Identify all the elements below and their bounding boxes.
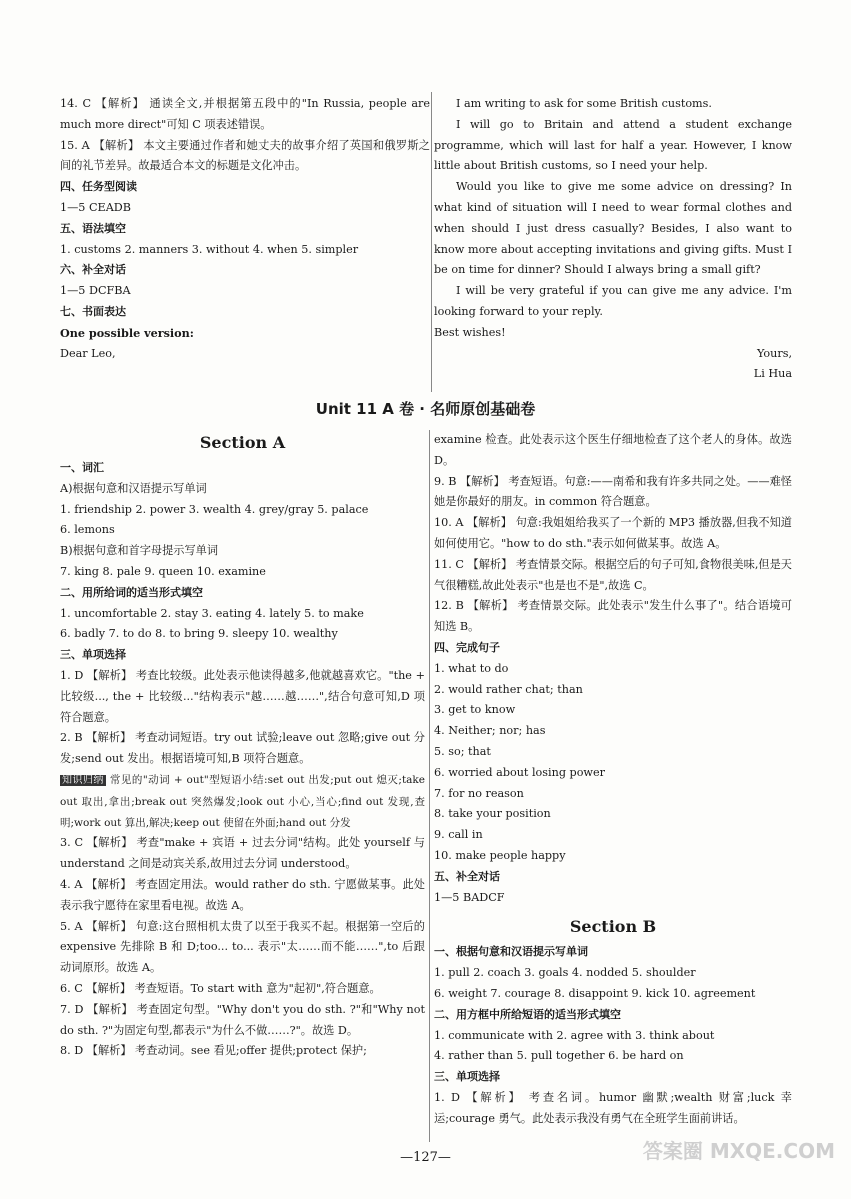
sentence-answer: 3. get to know [434, 703, 516, 717]
heading-grammar-fill: 五、语法填空 [60, 221, 126, 235]
sentence-answer: 2. would rather chat; than [434, 682, 583, 696]
section-b-title: Section B [569, 917, 657, 937]
choice-answer-5: 5. A 【解析】 句意:这台照相机太贵了以至于我买不起。根据第一空后的 expensive 先排除 B 和 D;too... to... 表示"太……而不能……",to 后跟动词原形。故选 A。 [60, 919, 425, 975]
heading-dialogue: 六、补全对话 [60, 263, 126, 277]
heading-word-forms: 二、用所给词的适当形式填空 [60, 585, 203, 599]
heading-writing: 七、书面表达 [60, 304, 126, 318]
b-phrases-answers: 1. communicate with 2. agree with 3. think about [434, 1028, 715, 1042]
choice-answer-11: 11. C 【解析】 考查情景交际。根据空后的句子可知,食物很美味,但是天气很糟糕,故此处表示"也是也不是",故选 C。 [434, 557, 792, 592]
dialogue-a-answers: 1—5 BADCF [434, 890, 505, 904]
tip-badge: 知识归纳 [62, 774, 104, 786]
sentence-answer: 9. call in [434, 828, 483, 842]
sentence-answer: 4. Neither; nor; has [434, 724, 546, 738]
choice-answer-6: 6. C 【解析】 考查短语。To start with 意为"起初",符合题意。 [60, 981, 381, 995]
heading-task-reading: 四、任务型阅读 [60, 180, 137, 194]
page-number: —127— [400, 1150, 451, 1165]
letter-closing: Best wishes! [434, 325, 506, 339]
watermark-logo: 答案圈 MXQE.COM [642, 1139, 835, 1163]
heading-complete-sentences: 四、完成句子 [434, 640, 500, 654]
answer-15: 15. A 【解析】 本文主要通过作者和她丈夫的故事介绍了英国和俄罗斯之间的礼节差异。故最适合本文的标题是文化冲击。 [60, 138, 430, 173]
sentence-answer: 7. for no reason [434, 786, 524, 800]
vocab-a-answers: 1. friendship 2. power 3. wealth 4. grey/gray 5. palace [60, 502, 369, 516]
sentence-answer: 5. so; that [434, 744, 491, 758]
unit-title: Unit 11 A 卷 · 名师原创基础卷 [315, 400, 536, 418]
heading-b-phrases: 二、用方框中所给短语的适当形式填空 [434, 1007, 621, 1021]
b-vocab-answers: 6. weight 7. courage 8. disappoint 9. kick 10. agreement [434, 986, 756, 1000]
letter-signature: Li Hua [753, 367, 792, 381]
right-column [434, 430, 792, 1130]
column-divider-top [431, 92, 432, 392]
possible-version-label: One possible version: [60, 325, 194, 340]
heading-dialogue-a: 五、补全对话 [434, 869, 500, 883]
choice-answer-2: 2. B 【解析】 考查动词短语。try out 试验;leave out 忽略;give out 分发;send out 发出。根据语境可知,B 项符合题意。 [60, 731, 425, 766]
answer-14: 14. C 【解析】 通读全文,并根据第五段中的"In Russia, people are much more direct"可知 C 项表述错误。 [60, 97, 430, 131]
vocab-a-instruction: A)根据句意和汉语提示写单词 [60, 481, 207, 495]
heading-b-choice: 三、单项选择 [434, 1070, 500, 1084]
choice-answer-3: 3. C 【解析】 考查"make + 宾语 + 过去分词"结构。此处 yourself 与 understand 之间是动宾关系,故用过去分词 understood。 [60, 836, 425, 871]
sentence-answer: 1. what to do [434, 661, 509, 675]
sentence-answer: 10. make people happy [434, 848, 566, 862]
task-reading-answers: 1—5 CEADB [60, 200, 131, 214]
grammar-fill-answers: 1. customs 2. manners 3. without 4. when 5. simpler [60, 242, 359, 256]
heading-vocab: 一、词汇 [60, 461, 104, 474]
choice-answer-8-cont: examine 检查。此处表示这个医生仔细地检查了这个老人的身体。故选 D。 [434, 433, 792, 467]
top-left-column [60, 94, 430, 364]
letter-paragraph: Would you like to give me some advice on dressing? In what kind of situation will I need to wear formal clothes and when should I just dress casually? Besides, I also want to know more about accepting invitations and giving gifts. Must I be on time for dinner? Should I always bring a small gift? [434, 180, 792, 277]
column-divider-bottom [429, 430, 430, 1142]
knowledge-tip [60, 770, 425, 833]
b-vocab-answers: 1. pull 2. coach 3. goals 4. nodded 5. shoulder [434, 966, 696, 980]
choice-answer-10: 10. A 【解析】 句意:我姐姐给我买了一个新的 MP3 播放器,但我不知道如何使用它。"how to do sth."表示如何做某事。故选 A。 [434, 516, 792, 550]
b-choice-answer-1: 1. D 【解析】 考查名词。humor 幽默;wealth 财富;luck 幸运;courage 勇气。此处表示我没有勇气在全班学生面前讲话。 [434, 1090, 792, 1125]
choice-answer-9: 9. B 【解析】 考查短语。句意:——南希和我有许多共同之处。——难怪她是你最好的朋友。in common 符合题意。 [434, 474, 792, 509]
word-forms-answers: 6. badly 7. to do 8. to bring 9. sleepy 10. wealthy [60, 627, 338, 641]
letter-paragraph: I am writing to ask for some British customs. [456, 97, 712, 110]
letter-body [434, 94, 792, 385]
letter-paragraph: I will go to Britain and attend a student exchange programme, which will last for half a year. However, I know little about British customs, so I need your help. [434, 117, 792, 173]
choice-answer-8: 8. D 【解析】 考查动词。see 看见;offer 提供;protect 保护; [60, 1044, 367, 1058]
letter-paragraph: I will be very grateful if you can give me any advice. I'm looking forward to your reply. [434, 284, 792, 318]
dialogue-answers: 1—5 DCFBA [60, 284, 131, 298]
vocab-b-instruction: B)根据句意和首字母提示写单词 [60, 544, 219, 558]
sentence-answer: 8. take your position [434, 807, 551, 821]
word-forms-answers: 1. uncomfortable 2. stay 3. eating 4. lately 5. to make [60, 606, 364, 620]
vocab-a-answers: 6. lemons [60, 523, 115, 537]
b-phrases-answers: 4. rather than 5. pull together 6. be hard on [434, 1049, 684, 1063]
section-a-title: Section A [199, 433, 286, 452]
choice-answer-7: 7. D 【解析】 考查固定句型。"Why don't you do sth. ?"和"Why not do sth. ?"为固定句型,都表示"为什么不做……?"。故选 D。 [60, 1002, 425, 1037]
letter-yours: Yours, [757, 346, 792, 360]
left-column [60, 430, 425, 1062]
choice-answer-12: 12. B 【解析】 考查情景交际。此处表示"发生什么事了"。结合语境可知选 B。 [434, 599, 792, 634]
choice-answer-4: 4. A 【解析】 考查固定用法。would rather do sth. 宁愿做某事。此处表示我宁愿待在家里看电视。故选 A。 [60, 877, 425, 912]
choice-answer-1: 1. D 【解析】 考查比较级。此处表示他读得越多,他就越喜欢它。"the + 比较级..., the + 比较级..."结构表示"越……越……",结合句意可知,D 项符合题意。 [60, 668, 425, 724]
heading-single-choice: 三、单项选择 [60, 648, 126, 662]
tip-text: 常见的"动词 + out"型短语小结:set out 出发;put out 熄灭;take out 取出,拿出;break out 突然爆发;look out 小心,当心;find out 发现,查明;work out 算出,解决;keep out 使留在外面;hand out 分发 [60, 773, 426, 829]
letter-greeting: Dear Leo, [60, 346, 116, 360]
sentence-answer: 6. worried about losing power [434, 765, 605, 779]
heading-b-vocab: 一、根据句意和汉语提示写单词 [434, 945, 588, 959]
vocab-b-answers: 7. king 8. pale 9. queen 10. examine [60, 564, 266, 578]
